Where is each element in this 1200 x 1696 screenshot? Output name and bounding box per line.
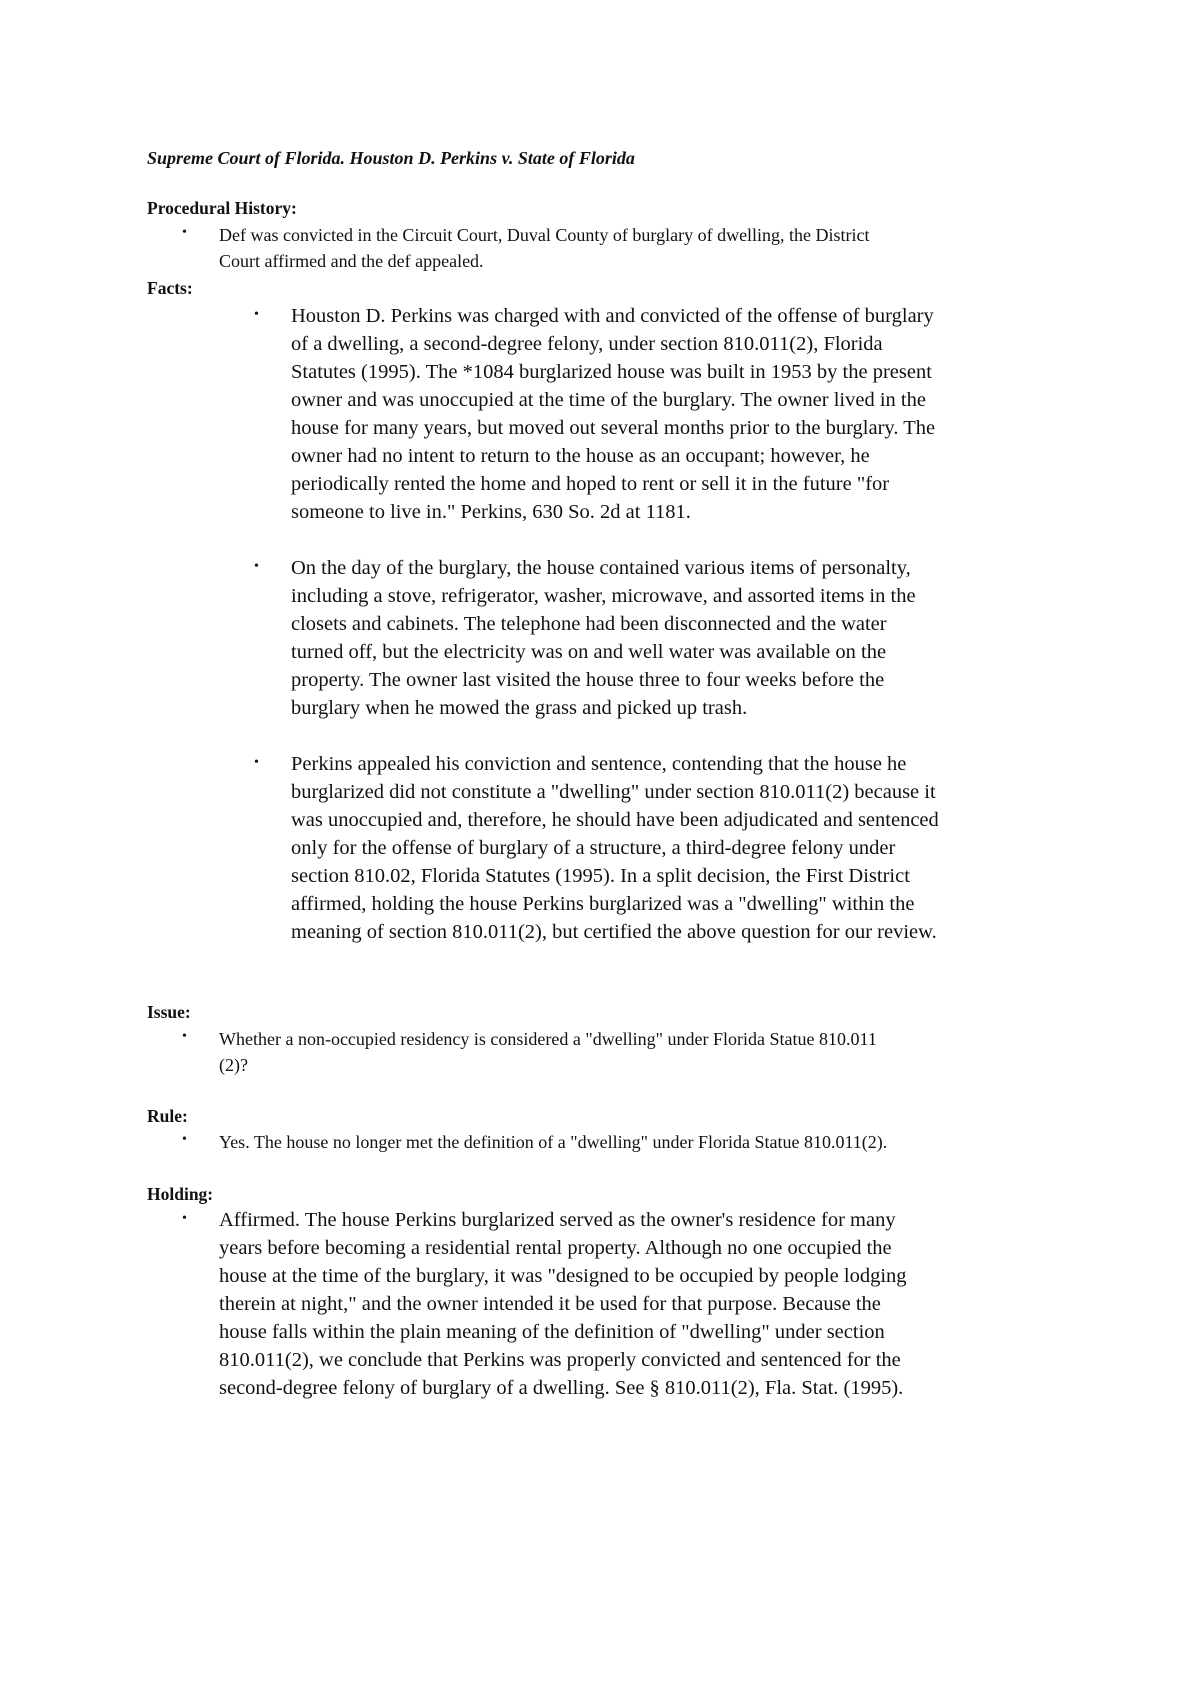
facts-item-1 [291, 302, 935, 526]
text-line: house at the time of the burglary, it was "designed to be occupied by people lodging [219, 1265, 907, 1287]
text-line: meaning of section 810.011(2), but certified the above question for our review. [291, 921, 937, 943]
text-line: house for many years, but moved out several months prior to the burglary. The [291, 417, 936, 439]
text-line: (2)? [219, 1055, 248, 1075]
text-line: only for the offense of burglary of a structure, a third-degree felony under [291, 837, 896, 859]
document-title: Supreme Court of Florida. Houston D. Perkins v. State of Florida [147, 148, 635, 168]
rule-text [219, 1129, 887, 1155]
text-line: house falls within the plain meaning of the definition of "dwelling" under section [219, 1321, 885, 1343]
text-line: property. The owner last visited the house three to four weeks before the [291, 669, 885, 691]
holding-text [219, 1206, 907, 1402]
bullet-icon: • [182, 225, 187, 240]
bullet-icon: • [254, 755, 259, 770]
text-line: section 810.02, Florida Statutes (1995). In a split decision, the First District [291, 865, 910, 887]
procedural-history-heading: Procedural History: [147, 198, 297, 218]
text-line: Affirmed. The house Perkins burglarized served as the owner's residence for many [219, 1209, 896, 1231]
text-line: Houston D. Perkins was charged with and convicted of the offense of burglary [291, 305, 934, 327]
bullet-icon: • [182, 1132, 187, 1147]
facts-item-2 [291, 554, 916, 722]
holding-heading: Holding: [147, 1184, 214, 1204]
text-line: turned off, but the electricity was on and well water was available on the [291, 641, 887, 663]
procedural-history-text [219, 222, 870, 274]
issue-heading: Issue: [147, 1002, 191, 1022]
text-line: therein at night," and the owner intended it be used for that purpose. Because the [219, 1293, 881, 1315]
text-line: Whether a non-occupied residency is considered a "dwelling" under Florida Statue 810.011 [219, 1029, 877, 1049]
rule-heading: Rule: [147, 1106, 188, 1126]
text-line: Court affirmed and the def appealed. [219, 251, 484, 271]
bullet-icon: • [182, 1211, 187, 1226]
text-line: Def was convicted in the Circuit Court, Duval County of burglary of dwelling, the District [219, 225, 870, 245]
bullet-icon: • [254, 307, 259, 322]
text-line: years before becoming a residential rental property. Although no one occupied the [219, 1237, 892, 1259]
text-line: of a dwelling, a second-degree felony, under section 810.011(2), Florida [291, 333, 883, 355]
text-line: second-degree felony of burglary of a dwelling. See § 810.011(2), Fla. Stat. (1995). [219, 1377, 904, 1399]
text-line: was unoccupied and, therefore, he should have been adjudicated and sentenced [291, 809, 939, 831]
text-line: burglarized did not constitute a "dwelling" under section 810.011(2) because it [291, 781, 936, 803]
text-line: Statutes (1995). The *1084 burglarized house was built in 1953 by the present [291, 361, 932, 383]
text-line: On the day of the burglary, the house contained various items of personalty, [291, 557, 911, 579]
text-line: including a stove, refrigerator, washer, microwave, and assorted items in the [291, 585, 916, 607]
bullet-icon: • [182, 1029, 187, 1044]
text-line: affirmed, holding the house Perkins burglarized was a "dwelling" within the [291, 893, 915, 915]
text-line: Yes. The house no longer met the definition of a "dwelling" under Florida Statue 810.011(2). [219, 1132, 888, 1152]
text-line: Perkins appealed his conviction and sentence, contending that the house he [291, 753, 907, 775]
text-line: 810.011(2), we conclude that Perkins was properly convicted and sentenced for the [219, 1349, 901, 1371]
text-line: owner and was unoccupied at the time of the burglary. The owner lived in the [291, 389, 926, 411]
facts-heading: Facts: [147, 278, 193, 298]
text-line: burglary when he mowed the grass and picked up trash. [291, 697, 748, 719]
text-line: periodically rented the home and hoped to rent or sell it in the future "for [291, 473, 890, 495]
text-line: someone to live in." Perkins, 630 So. 2d at 1181. [291, 501, 691, 523]
issue-text [219, 1026, 877, 1078]
bullet-icon: • [254, 559, 259, 574]
text-line: closets and cabinets. The telephone had been disconnected and the water [291, 613, 887, 635]
text-line: owner had no intent to return to the house as an occupant; however, he [291, 445, 870, 467]
facts-item-3 [291, 750, 939, 946]
